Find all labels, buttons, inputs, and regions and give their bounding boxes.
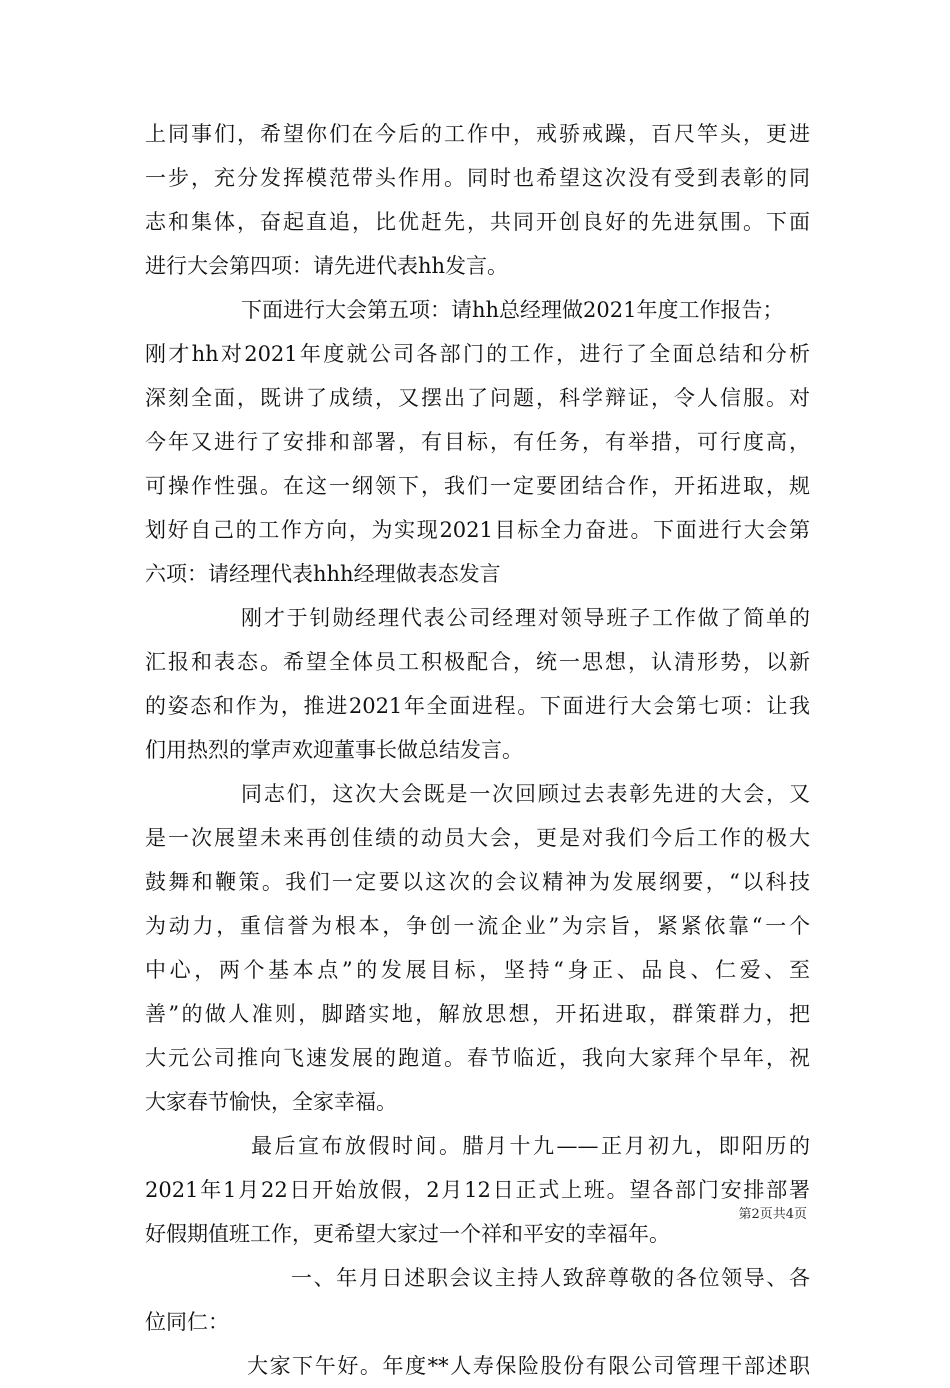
text-line: 2021年1月22日开始放假，2月12日正式上班。望各部门安排部署: [145, 1178, 810, 1202]
document-body: [145, 112, 810, 1388]
text-line: 划好自己的工作方向，为实现2021目标全力奋进。下面进行大会第: [145, 518, 810, 542]
text-line: 大家春节愉快，全家幸福。: [145, 1090, 397, 1114]
text-line: 刚才hh对2021年度就公司各部门的工作，进行了全面总结和分析: [145, 342, 810, 366]
text-line: 汇报和表态。希望全体员工积极配合，统一思想，认清形势，以新: [145, 650, 810, 674]
text-line: 的姿态和作为，推进2021年全面进程。下面进行大会第七项：让我: [145, 694, 810, 718]
text-line: 六项：请经理代表hhh经理做表态发言: [145, 562, 501, 586]
text-line: 是一次展望未来再创佳绩的动员大会，更是对我们今后工作的极大: [145, 826, 810, 850]
text-line: 中心，两个基本点”的发展目标，坚持“身正、品良、仁爱、至: [145, 958, 810, 982]
paragraph-start-line: 同志们，这次大会既是一次回顾过去表彰先进的大会，又: [241, 782, 810, 806]
text-line: 上同事们，希望你们在今后的工作中，戒骄戒躁，百尺竿头，更进: [145, 122, 810, 146]
text-line: 们用热烈的掌声欢迎董事长做总结发言。: [145, 738, 523, 762]
text-line: 今年又进行了安排和部署，有目标，有任务，有举措，可行度高，: [145, 430, 810, 454]
text-line: 鼓舞和鞭策。我们一定要以这次的会议精神为发展纲要，“以科技: [145, 870, 810, 894]
paragraph-start-line: 大家下午好。年度**人寿保险股份有限公司管理干部述职: [247, 1354, 810, 1378]
text-line: 一步，充分发挥模范带头作用。同时也希望这次没有受到表彰的同: [145, 166, 810, 190]
text-line: 深刻全面，既讲了成绩，又摆出了问题，科学辩证，令人信服。对: [145, 386, 810, 410]
text-line: 善”的做人准则，脚踏实地，解放思想，开拓进取，群策群力，把: [145, 1002, 810, 1026]
text-line: 大元公司推向飞速发展的跑道。春节临近，我向大家拜个早年，祝: [145, 1046, 810, 1070]
paragraph-start-line: 一、年月日述职会议主持人致辞尊敬的各位领导、各: [291, 1266, 810, 1290]
text-line: 位同仁：: [145, 1310, 229, 1334]
page-number-footer: 第2页共4页: [738, 1207, 807, 1222]
text-line: 进行大会第四项：请先进代表hh发言。: [145, 254, 509, 278]
paragraph-start-line: 刚才于钊勋经理代表公司经理对领导班子工作做了简单的: [241, 606, 810, 630]
text-line: 好假期值班工作，更希望大家过一个祥和平安的幸福年。: [145, 1222, 670, 1246]
text-line: 志和集体，奋起直追，比优赶先，共同开创良好的先进氛围。下面: [145, 210, 810, 234]
text-line: 为动力，重信誉为根本，争创一流企业”为宗旨，紧紧依靠“一个: [145, 914, 810, 938]
text-line: 可操作性强。在这一纲领下，我们一定要团结合作，开拓进取，规: [145, 474, 810, 498]
paragraph-start-line: 下面进行大会第五项：请hh总经理做2021年度工作报告；: [241, 298, 784, 322]
paragraph-start-line: 最后宣布放假时间。腊月十九——正月初九，即阳历的: [251, 1134, 810, 1158]
